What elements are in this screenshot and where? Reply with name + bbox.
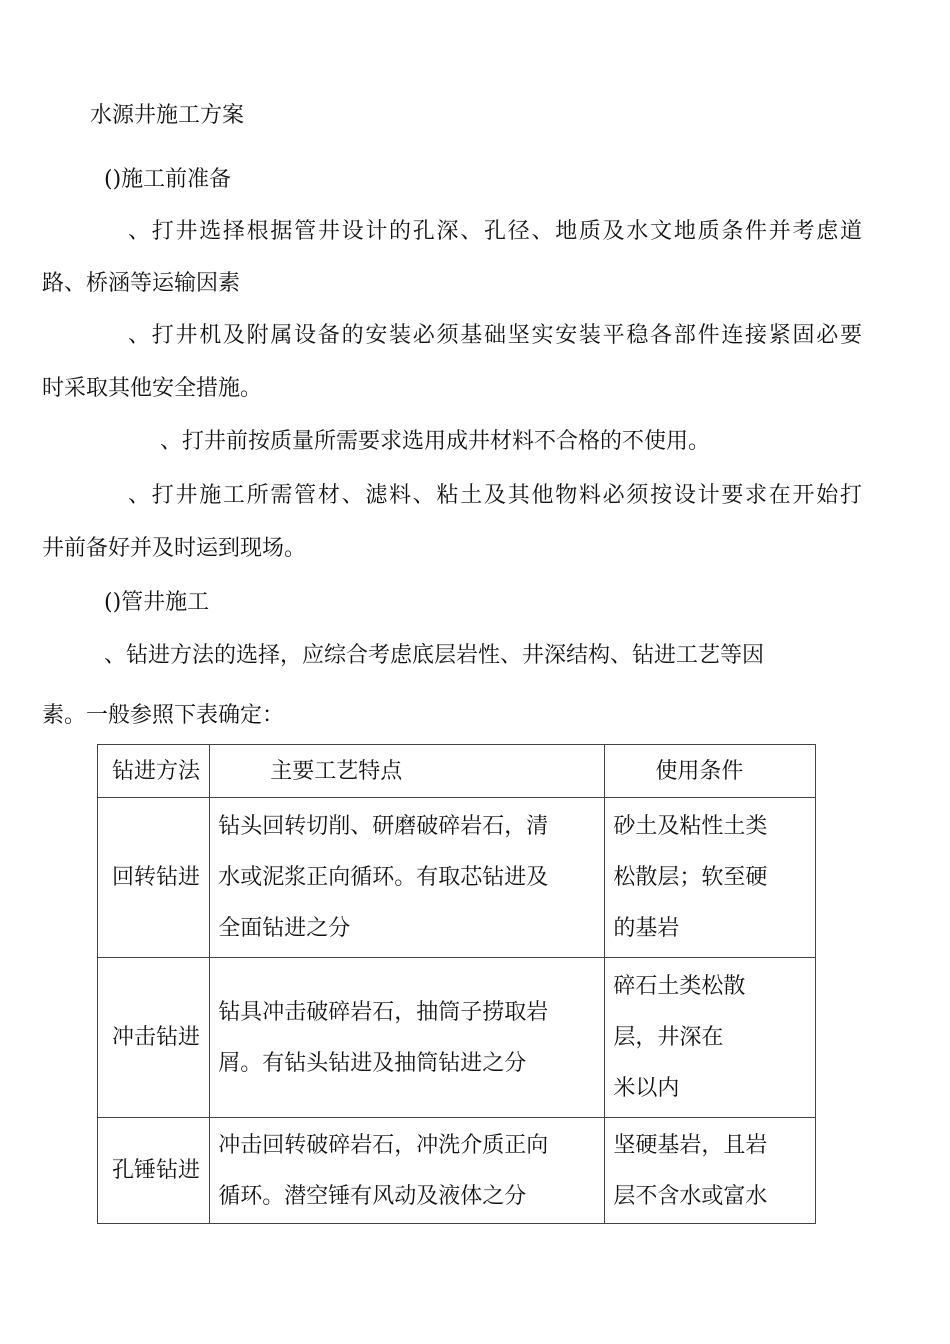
table-cell-method: 冲击钻进	[98, 958, 210, 1118]
drilling-intro-line-1: 、钻进方法的选择，应综合考虑底层岩性、井深结构、钻进工艺等因	[104, 643, 765, 668]
cell-text-line: 碎石土类松散	[613, 974, 746, 999]
section-heading-well-construction: ()管井施工	[104, 590, 210, 615]
cell-text-line: 的基岩	[613, 916, 680, 941]
cell-text-line: 坚硬基岩，且岩	[613, 1132, 768, 1158]
cell-text-line: 米以内	[613, 1076, 680, 1101]
prep-item-3-line-1: 、打井前按质量所需要求选用成井材料不合格的不使用。	[160, 429, 711, 454]
cell-text-line: 层不含水或富水	[613, 1183, 768, 1209]
prep-item-2-line-2: 时采取其他安全措施。	[42, 376, 263, 401]
cell-text-line: 钻具冲击破碎岩石，抽筒子捞取岩	[218, 999, 549, 1025]
table-header-row	[98, 745, 816, 798]
prep-item-2-line-1: 、打井机及附属设备的安装必须基础坚实安装平稳各部件连接紧固必要	[128, 323, 862, 348]
section-heading-preparation: ()施工前准备	[104, 167, 232, 192]
cell-text-line: 钻头回转切削、研磨破碎岩石，清	[218, 814, 549, 839]
drilling-intro-line-2: 素。一般参照下表确定：	[42, 703, 285, 728]
table-cell-features	[210, 958, 605, 1118]
prep-item-1-line-2: 路、桥涵等运输因素	[42, 271, 241, 296]
cell-text-line: 冲击回转破碎岩石，冲洗介质正向	[218, 1132, 549, 1158]
table-cell-method: 回转钻进	[98, 798, 210, 958]
table-cell-features	[210, 798, 605, 958]
table-row	[98, 958, 816, 1118]
table-cell-conditions	[605, 798, 816, 958]
drilling-methods-table	[97, 744, 816, 1224]
table-cell-method: 孔锤钻进	[98, 1118, 210, 1224]
table-header-conditions: 使用条件	[605, 745, 816, 798]
table-cell-conditions	[605, 1118, 816, 1224]
table-row	[98, 798, 816, 958]
cell-text-line: 层，井深在	[613, 1025, 724, 1050]
cell-text-line: 水或泥浆正向循环。有取芯钻进及	[218, 865, 549, 890]
table-header-method: 钻进方法	[98, 745, 210, 798]
cell-text-line: 全面钻进之分	[218, 916, 351, 941]
table-cell-features	[210, 1118, 605, 1224]
prep-item-1-line-1: 、打井选择根据管井设计的孔深、孔径、地质及水文地质条件并考虑道	[128, 219, 862, 244]
table-row	[98, 1118, 816, 1224]
cell-text-line: 屑。有钻头钻进及抽筒钻进之分	[218, 1050, 527, 1076]
cell-text-line: 循环。潜空锤有风动及液体之分	[218, 1183, 527, 1209]
table-cell-conditions	[605, 958, 816, 1118]
prep-item-4-line-1: 、打井施工所需管材、滤料、粘土及其他物料必须按设计要求在开始打	[128, 483, 862, 508]
cell-text-line: 砂土及粘性土类	[613, 814, 768, 839]
cell-text-line: 松散层；软至硬	[613, 865, 768, 890]
table-header-features: 主要工艺特点	[210, 745, 605, 798]
document-title: 水源井施工方案	[90, 103, 245, 128]
prep-item-4-line-2: 井前备好并及时运到现场。	[42, 536, 307, 561]
